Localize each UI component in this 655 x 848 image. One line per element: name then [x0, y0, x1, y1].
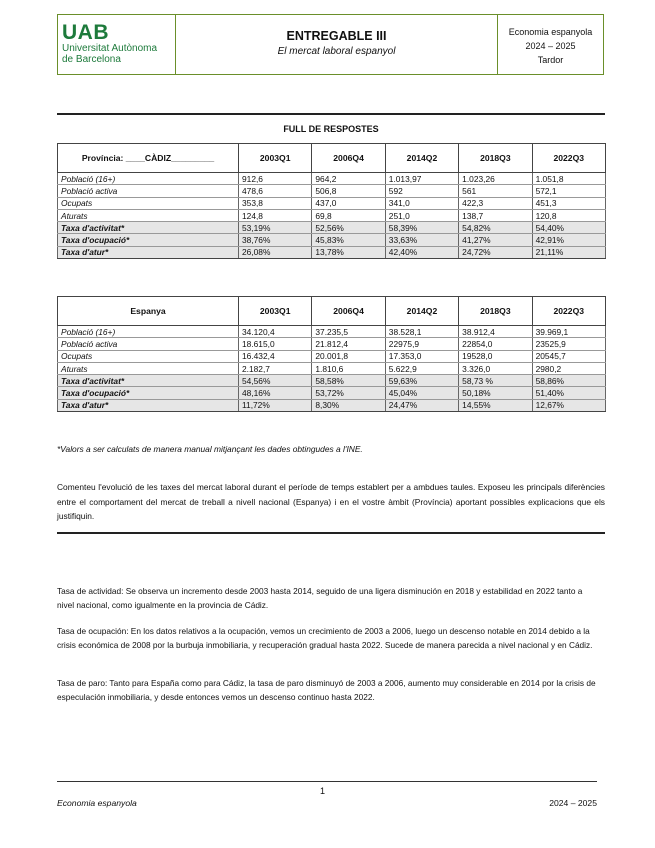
table-header-period: 2006Q4	[312, 297, 385, 326]
table-row	[58, 222, 606, 234]
table-cell: 12,67%	[532, 399, 605, 411]
question-text: Comenteu l'evolució de les taxes del mercat laboral durant el període de temps establert per a ambdues taules. Exposeu les principals diferències entre el comportament del mercat de treball a nivell nacional (Espanya) i en el vostre àmbit (Província) aportant possibles explicacions que els justifiquin.	[57, 482, 605, 522]
table-cell: 14,55%	[459, 399, 532, 411]
table-cell: 11,72%	[239, 399, 312, 411]
table-cell: 18.615,0	[239, 338, 312, 350]
spain-table	[57, 296, 606, 412]
table-cell: 964,2	[312, 173, 385, 185]
table-cell: 506,8	[312, 185, 385, 197]
logo-line-1: Universitat Autònoma	[62, 43, 158, 54]
table-cell: 52,56%	[312, 222, 385, 234]
table-cell: 24,47%	[385, 399, 458, 411]
table-cell: 58,73 %	[459, 375, 532, 387]
row-label: Taxa d'atur*	[58, 399, 239, 411]
table-cell: 38,76%	[239, 234, 312, 246]
table-cell: 58,39%	[385, 222, 458, 234]
table-row	[58, 399, 606, 411]
answer-unemployment: Tasa de paro: Tanto para España como para Cádiz, la tasa de paro disminuyó de 2003 a 2006, aumento muy considerable en 2014 por la crisis de especulación inmobiliaria, y desde entonces vemos un descenso continuo hasta 2022.	[57, 678, 596, 702]
row-label: Població (16+)	[58, 326, 239, 338]
table-cell: 21.812,4	[312, 338, 385, 350]
table-header-row	[58, 297, 606, 326]
table-header-row	[58, 144, 606, 173]
table-header-period: 2022Q3	[532, 144, 605, 173]
table-cell: 69,8	[312, 209, 385, 221]
logo-line-2: de Barcelona	[62, 54, 121, 65]
table-cell: 38.912,4	[459, 326, 532, 338]
table-header-period: 2006Q4	[312, 144, 385, 173]
document-header	[57, 14, 604, 75]
table-cell: 45,83%	[312, 234, 385, 246]
course-years: 2024 – 2025	[525, 41, 576, 51]
table-row	[58, 375, 606, 387]
table-row	[58, 387, 606, 399]
table-cell: 54,40%	[532, 222, 605, 234]
table-cell: 341,0	[385, 197, 458, 209]
province-table	[57, 143, 606, 259]
document-subtitle: El mercat laboral espanyol	[277, 46, 396, 57]
logo-mark: UAB	[62, 21, 109, 44]
uab-logo	[58, 15, 176, 74]
table-cell: 22975,9	[385, 338, 458, 350]
table-header-period: 2014Q2	[385, 144, 458, 173]
table-header-period: 2018Q3	[459, 144, 532, 173]
header-course-info	[498, 15, 603, 74]
table-cell: 451,3	[532, 197, 605, 209]
table-cell: 58,58%	[312, 375, 385, 387]
table-row	[58, 234, 606, 246]
table-cell: 1.051,8	[532, 173, 605, 185]
table-footnote: *Valors a ser calculats de manera manual mitjançant les dades obtingudes a l'INE.	[57, 444, 363, 454]
table-cell: 437,0	[312, 197, 385, 209]
table-cell: 572,1	[532, 185, 605, 197]
table-cell: 42,40%	[385, 246, 458, 258]
table-cell: 59,63%	[385, 375, 458, 387]
table-cell: 54,82%	[459, 222, 532, 234]
table-cell: 20.001,8	[312, 350, 385, 362]
table-cell: 120,8	[532, 209, 605, 221]
table-cell: 2980,2	[532, 362, 605, 374]
table-cell: 22854,0	[459, 338, 532, 350]
table-cell: 54,56%	[239, 375, 312, 387]
table-header-label: Província: ____CÀDIZ_________	[58, 144, 239, 173]
table-cell: 50,18%	[459, 387, 532, 399]
table-cell: 33,63%	[385, 234, 458, 246]
table-cell: 2.182,7	[239, 362, 312, 374]
table-cell: 17.353,0	[385, 350, 458, 362]
table-header-period: 2022Q3	[532, 297, 605, 326]
table-cell: 138,7	[459, 209, 532, 221]
table-cell: 38.528,1	[385, 326, 458, 338]
footer-divider	[57, 781, 597, 782]
table-header-period: 2003Q1	[239, 297, 312, 326]
table-row	[58, 362, 606, 374]
table-cell: 45,04%	[385, 387, 458, 399]
table-header-period: 2014Q2	[385, 297, 458, 326]
table-cell: 561	[459, 185, 532, 197]
table-cell: 42,91%	[532, 234, 605, 246]
row-label: Població (16+)	[58, 173, 239, 185]
table-row	[58, 173, 606, 185]
table-cell: 34.120,4	[239, 326, 312, 338]
section-title: FULL DE RESPOSTES	[283, 124, 379, 134]
divider	[57, 113, 605, 115]
table-cell: 23525,9	[532, 338, 605, 350]
table-cell: 39.969,1	[532, 326, 605, 338]
table-cell: 1.810,6	[312, 362, 385, 374]
table-header-label: Espanya	[58, 297, 239, 326]
table-cell: 58,86%	[532, 375, 605, 387]
row-label: Taxa d'activitat*	[58, 375, 239, 387]
table-row	[58, 338, 606, 350]
table-cell: 124,8	[239, 209, 312, 221]
table-cell: 8,30%	[312, 399, 385, 411]
table-row	[58, 185, 606, 197]
page-number: 1	[320, 786, 326, 796]
table-cell: 53,19%	[239, 222, 312, 234]
table-row	[58, 326, 606, 338]
row-label: Taxa d'ocupació*	[58, 387, 239, 399]
table-cell: 1.013,97	[385, 173, 458, 185]
divider	[57, 532, 605, 534]
table-cell: 1.023,26	[459, 173, 532, 185]
table-cell: 21,11%	[532, 246, 605, 258]
table-row	[58, 350, 606, 362]
header-title-cell	[176, 15, 498, 74]
table-cell: 3.326,0	[459, 362, 532, 374]
row-label: Taxa d'atur*	[58, 246, 239, 258]
table-cell: 53,72%	[312, 387, 385, 399]
table-cell: 422,3	[459, 197, 532, 209]
table-cell: 26,08%	[239, 246, 312, 258]
table-row	[58, 197, 606, 209]
table-cell: 478,6	[239, 185, 312, 197]
table-cell: 251,0	[385, 209, 458, 221]
table-cell: 51,40%	[532, 387, 605, 399]
table-cell: 20545,7	[532, 350, 605, 362]
table-cell: 48,16%	[239, 387, 312, 399]
table-row	[58, 209, 606, 221]
row-label: Població activa	[58, 185, 239, 197]
table-cell: 19528,0	[459, 350, 532, 362]
table-cell: 5.622,9	[385, 362, 458, 374]
row-label: Ocupats	[58, 197, 239, 209]
document-title: ENTREGABLE III	[286, 29, 387, 43]
row-label: Taxa d'ocupació*	[58, 234, 239, 246]
table-cell: 592	[385, 185, 458, 197]
table-cell: 353,8	[239, 197, 312, 209]
footer-years: 2024 – 2025	[549, 798, 597, 808]
answer-activity: Tasa de actividad: Se observa un incremento desde 2003 hasta 2014, seguido de una ligera disminución en 2018 y estabilidad en 2022 tanto a nivel nacional, como igualmente en la provincia de Cádiz.	[57, 586, 583, 610]
row-label: Aturats	[58, 362, 239, 374]
course-name: Economia espanyola	[508, 27, 593, 37]
table-cell: 24,72%	[459, 246, 532, 258]
table-cell: 41,27%	[459, 234, 532, 246]
table-header-period: 2018Q3	[459, 297, 532, 326]
row-label: Taxa d'activitat*	[58, 222, 239, 234]
table-cell: 37.235,5	[312, 326, 385, 338]
row-label: Aturats	[58, 209, 239, 221]
row-label: Ocupats	[58, 350, 239, 362]
footer-course: Economia espanyola	[57, 798, 137, 808]
table-header-period: 2003Q1	[239, 144, 312, 173]
course-term: Tardor	[537, 55, 564, 65]
table-cell: 912,6	[239, 173, 312, 185]
table-row	[58, 246, 606, 258]
answer-employment: Tasa de ocupación: En los datos relativos a la ocupación, vemos un crecimiento de 2003 a 2006, luego un descenso notable en 2014 debido a la crisis económica de 2008 por la burbuja inmobiliaria, y recuperación gradual hasta 2022. Sucede de manera parecida a nivel nacional y en Cádiz.	[57, 626, 593, 650]
row-label: Població activa	[58, 338, 239, 350]
table-cell: 13,78%	[312, 246, 385, 258]
table-cell: 16.432,4	[239, 350, 312, 362]
